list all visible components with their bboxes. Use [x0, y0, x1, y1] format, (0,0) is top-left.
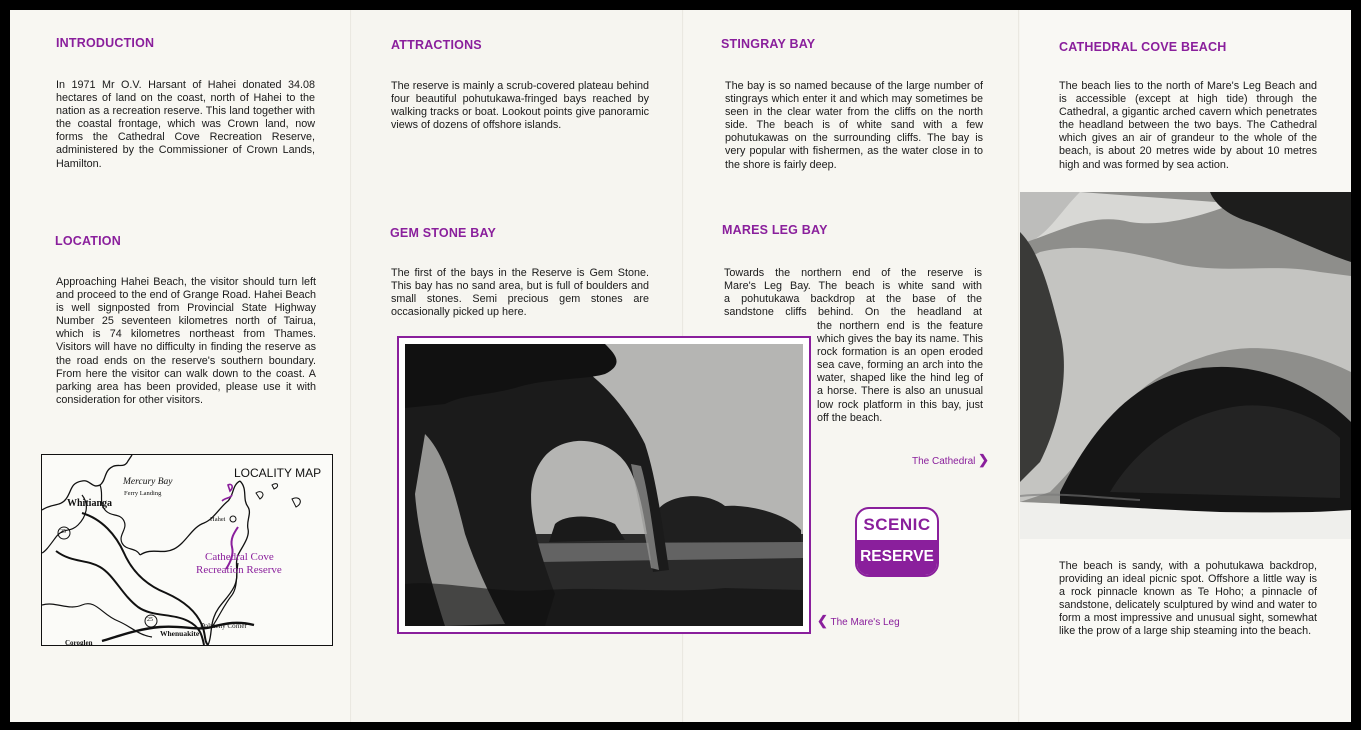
map-route-marker: 25	[60, 529, 66, 535]
cathedral-cove-text-2: The beach is sandy, with a pohutukawa backdrop, providing an ideal picnic spot. Offshore a little way is a rock pinnacle known as Te Hoho; a pinnacle of sandstone, delicately sculptured by wind and water to form a most impressive and unusual sight, somewhat like the prow of a large ship steaming into the beach.	[1059, 560, 1317, 638]
map-label-mercury-bay: Mercury Bay	[123, 477, 173, 487]
chevron-left-icon: ❮	[817, 613, 828, 628]
mares-leg-photo	[405, 344, 803, 626]
stingray-bay-heading: STINGRAY BAY	[721, 37, 816, 51]
brochure-sheet	[10, 10, 1351, 722]
map-label-dalmeny-corner: Dalmeny Corner	[200, 622, 247, 630]
map-label-hahei: Hahei	[210, 516, 226, 523]
introduction-heading: INTRODUCTION	[56, 36, 155, 50]
cathedral-photo	[1020, 192, 1351, 539]
map-label-ferry-landing: Ferry Landing	[124, 490, 162, 497]
mares-leg-bay-line: Towards the northern end of the reserve is	[724, 267, 982, 279]
cathedral-cove-heading: CATHEDRAL COVE BEACH	[1059, 40, 1227, 54]
mares-leg-bay-line: a pohutukawa backdrop at the base of the	[724, 293, 982, 306]
attractions-heading: ATTRACTIONS	[391, 38, 482, 52]
gem-stone-bay-text: The first of the bays in the Reserve is Gem Stone. This bay has no sand area, but is full of boulders and small stones. Semi precious gem stones are occasionally picked up here.	[391, 267, 649, 319]
location-text: Approaching Hahei Beach, the visitor should turn left and proceed to the end of Grange Road. Hahei Beach is well signposted from Provincial State Highway Number 25 seventeen kilometres north of Tairua, which is 74 kilometres northeast from Thames. Visitors will have no difficulty in finding the reserve as the road ends on the reserve's southern boundary. From here the visitor can walk down to the coast. A parking area has been provided, please use it with consideration for other visitors.	[56, 276, 316, 406]
map-title: LOCALITY MAP	[234, 466, 322, 480]
cathedral-photo-drawing	[1020, 192, 1351, 539]
mares-leg-bay-text-continued: the northern end is the feature which gives the bay its name. This rock formation is an open eroded sea cave, forming an arch into the water, shaped like the hind leg of a horse. There is also an unusual low rock platform in this bay, just off the beach.	[817, 320, 983, 424]
map-label-whenuakite: Whenuakite	[160, 629, 200, 638]
locality-map-drawing	[42, 455, 332, 645]
location-heading: LOCATION	[55, 234, 121, 248]
introduction-text: In 1971 Mr O.V. Harsant of Hahei donated 34.08 hectares of land on the coast, north of Hahei to the nation as a recreation reserve. This land together with the coastal frontage, which was Crown land, now forms the Cathedral Cove Recreation Reserve, administered by the Commissioner of Crown Lands, Hamilton.	[56, 79, 315, 170]
stingray-bay-text: The bay is so named because of the large number of stingrays which enter it and which may sometimes be seen in the clear water from the cliffs on the north side. The beach is of white sand with a few pohutukawas on the surrounding cliffs. The bay is very popular with fishermen, as the water close in to the shore is fairly deep.	[725, 80, 983, 171]
chevron-right-icon: ❯	[978, 452, 990, 467]
gem-stone-bay-heading: GEM STONE BAY	[390, 226, 497, 240]
map-label-coroglen: Coroglen	[65, 639, 93, 646]
map-label-reserve-line1: Cathedral Cove	[205, 551, 274, 563]
scenic-reserve-badge	[855, 507, 939, 577]
mares-leg-bay-heading: MARES LEG BAY	[722, 223, 828, 237]
locality-map	[41, 454, 333, 646]
cathedral-cove-text: The beach lies to the north of Mare's Leg Beach and is accessible (except at high tide) through the Cathedral, a gigantic arched cavern which penetrates the headland between the two bays. The Cathedral which gives an air of grandeur to the whole of the beach, is about 20 metres wide by about 10 metres high and was formed by sea action.	[1059, 80, 1317, 171]
map-route-marker: 25	[147, 617, 153, 623]
mares-leg-bay-line: Mare's Leg Bay. The beach is white sand with	[724, 280, 982, 293]
caption-cathedral-text: The Cathedral	[912, 456, 976, 467]
mares-leg-photo-frame	[397, 336, 811, 634]
fold-line	[350, 10, 352, 722]
map-label-reserve-line2: Recreation Reserve	[196, 564, 282, 576]
map-label-whitianga: Whitianga	[67, 498, 113, 509]
attractions-text: The reserve is mainly a scrub-covered plateau behind four beautiful pohutukawa-fringed bays reached by walking tracks or boat. Lookout points give panoramic views of dozens of offshore islands.	[391, 80, 649, 132]
mares-leg-bay-line: sandstone cliffs behind. On the headland at	[724, 306, 982, 319]
mares-leg-bay-text	[724, 267, 982, 319]
caption-mares-leg-text: The Mare's Leg	[830, 617, 900, 628]
caption-mares-leg	[817, 613, 900, 629]
badge-line2: RESERVE	[857, 540, 937, 575]
badge-line1: SCENIC	[863, 515, 931, 534]
caption-cathedral	[912, 452, 989, 468]
